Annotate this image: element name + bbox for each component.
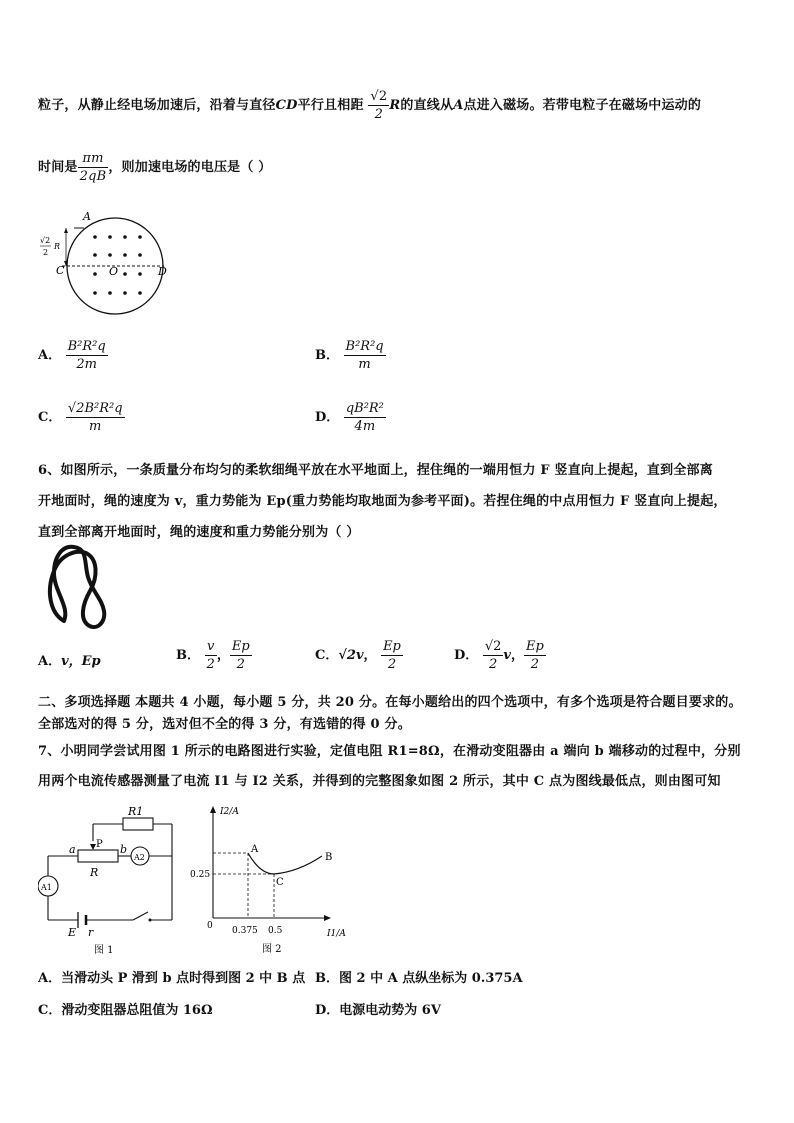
point-b-label: B (325, 852, 333, 863)
label-o: O (109, 265, 119, 278)
q7-option-d[interactable] (315, 999, 441, 1018)
y-tick-025: 0.25 (190, 870, 211, 880)
q6-option-b-den2: 2 (236, 657, 245, 672)
label-r: R (90, 866, 99, 879)
label-b-end: b (120, 843, 128, 856)
q5-option-d-den: 4m (354, 419, 376, 434)
label-c: C (56, 264, 65, 277)
q5-option-d-label: D． (315, 410, 340, 425)
q5-point-a: A (453, 98, 464, 113)
q6-option-a-text: v，Ep (61, 654, 101, 669)
q5-option-b-fraction (344, 338, 386, 373)
q6-option-d-var: v (503, 648, 511, 663)
figure-2-caption: 图 2 (262, 944, 282, 955)
label-e: E (68, 926, 77, 939)
rheostat-r (78, 850, 118, 862)
label-r1: R1 (128, 806, 144, 818)
q5-option-c-label: C． (38, 410, 62, 425)
q6-option-d-sep: ， (510, 648, 524, 663)
q6-option-d-num1: √2 (484, 639, 502, 654)
q5-dist-num: √2 (370, 89, 388, 104)
q7-option-c[interactable] (38, 999, 213, 1018)
q6-option-b-num2: Ep (231, 639, 250, 654)
dim-arrow-top (64, 228, 68, 233)
label-p: P (96, 839, 103, 850)
q6-option-b[interactable] (176, 638, 252, 673)
q6-option-d-den2: 2 (530, 657, 539, 672)
point-c-label: C (276, 877, 284, 888)
dim-num: √2 (40, 236, 51, 245)
resistor-r1 (123, 818, 153, 830)
circuit-figure-1 (38, 806, 183, 958)
y-axis-arrow (210, 806, 216, 813)
q5-dist-den: 2 (374, 107, 384, 122)
rope-path (50, 547, 104, 627)
q5-option-c-fraction (66, 400, 125, 435)
point-a-label: A (251, 844, 259, 855)
q7-option-b[interactable] (315, 967, 523, 986)
q6-option-b-label: B． (176, 648, 200, 663)
q7-option-b-label: B． (315, 971, 339, 986)
label-d: D (158, 265, 167, 278)
q5-time-text: 时间是 (38, 160, 78, 175)
q5-line2 (38, 150, 272, 185)
q5-dist-var: R (389, 98, 401, 113)
q6-option-c-den: 2 (387, 657, 397, 672)
section2-line1: 二、多项选择题 本题共 4 小题，每小题 5 分，共 20 分。在每小题给出的四个选项中，有多个选项是符合题目要求的。 (38, 695, 742, 710)
q5-option-b-label: B． (315, 348, 339, 363)
q5-option-b[interactable] (315, 338, 386, 373)
q5-option-a[interactable] (38, 338, 108, 373)
figure-1-caption: 图 1 (94, 945, 114, 956)
q7-option-a-label: A． (38, 971, 62, 986)
q5-option-a-fraction (66, 338, 108, 373)
q6-option-d[interactable] (454, 638, 546, 673)
q7-option-a[interactable] (38, 967, 305, 986)
q5-text3: 的直线从 (400, 98, 454, 113)
q6-option-c-text: √2v (338, 648, 364, 663)
q6-line2: 开地面时，绳的速度为 v，重力势能为 Ep(重力势能均取地面为参考平面)。若捏住绳的中点用恒力 F 竖直向上提起， (38, 494, 727, 509)
q5-time-fraction (78, 150, 109, 185)
q5-option-b-num: B²R²q (345, 339, 384, 354)
q5-text2: 平行且相距 (297, 98, 364, 113)
switch-contact (149, 919, 152, 922)
x-tick-05: 0.5 (268, 926, 283, 936)
q7-option-c-text: 滑动变阻器总阻值为 16Ω (61, 1003, 213, 1018)
dim-r: R (54, 242, 61, 251)
label-a1: A1 (41, 883, 52, 892)
q6-option-d-label: D． (454, 648, 479, 663)
label-a-end: a (69, 843, 76, 856)
q5-option-b-den: m (358, 357, 371, 372)
q6-option-d-den1: 2 (488, 657, 498, 672)
q7-option-c-label: C． (38, 1003, 62, 1018)
q5-option-a-num: B²R²q (67, 339, 106, 354)
q6-option-d-num2: Ep (525, 639, 544, 654)
q7-option-d-text: 电源电动势为 6V (339, 1003, 441, 1018)
x-axis-label: I1/A (327, 929, 346, 939)
q7-line1: 7、小明同学尝试用图 1 所示的电路图进行实验，定值电阻 R1=8Ω，在滑动变阻器由 a 端向 b 端移动的过程中，分别 (38, 744, 741, 759)
q5-line1 (38, 88, 701, 123)
section2-line2: 全部选对的得 5 分，选对但不全的得 3 分，有选错的得 0 分。 (38, 717, 411, 732)
q6-option-d-frac2 (524, 638, 546, 673)
y-axis-label: I2/A (220, 807, 239, 817)
x-tick-0375: 0.375 (232, 926, 258, 936)
q5-time-text2: ，则加速电场的电压是（ ） (108, 160, 272, 175)
label-a2: A2 (134, 853, 145, 862)
graph-figure-2 (190, 800, 350, 958)
q6-option-b-frac1 (205, 638, 217, 673)
q6-line1: 6、如图所示，一条质量分布均匀的柔软细绳平放在水平地面上，捏住绳的一端用恒力 F 竖直向上提起，直到全部离 (38, 463, 713, 478)
q5-text1: 粒子，从静止经电场加速后，沿着与直径 (38, 98, 276, 113)
q5-option-c-den: m (89, 419, 102, 434)
q5-option-d-fraction (344, 400, 386, 435)
q6-option-b-sep: ， (216, 648, 230, 663)
q5-option-a-label: A． (38, 348, 62, 363)
q6-option-a-label: A． (38, 654, 62, 669)
q6-option-b-num1: v (205, 638, 217, 656)
q5-text4: 点进入磁场。若带电粒子在磁场中运动的 (463, 98, 702, 113)
q6-option-c-num: Ep (383, 639, 401, 654)
q5-cd: CD (275, 98, 298, 113)
label-a: A (83, 210, 91, 223)
q6-line3: 直到全部离开地面时，绳的速度和重力势能分别为（ ） (38, 525, 360, 540)
label-internal-r: r (88, 926, 94, 939)
q5-option-d-num: qB²R² (345, 401, 384, 416)
q5-option-c-num: √2B²R²q (67, 401, 123, 416)
q5-magnetic-field-figure (38, 208, 178, 318)
dim-den: 2 (43, 248, 49, 257)
q6-option-b-frac2 (230, 638, 252, 673)
q5-distance-fraction (368, 88, 389, 123)
q7-option-a-text: 当滑动头 P 滑到 b 点时得到图 2 中 B 点 (61, 971, 306, 986)
q5-time-den: 2qB (79, 169, 107, 184)
q6-option-a[interactable] (38, 650, 101, 669)
q6-option-c-frac (381, 638, 403, 673)
x-axis-arrow (324, 915, 331, 921)
i2-i1-curve (248, 853, 322, 874)
q5-option-a-den: 2m (76, 357, 97, 372)
q5-time-num: πm (78, 150, 109, 168)
q6-option-c-label: C． (315, 648, 339, 663)
q6-option-b-den1: 2 (206, 657, 215, 672)
q7-line2: 用两个电流传感器测量了电流 I1 与 I2 关系，并得到的完整图象如图 2 所示，其中 C 点为图线最低点，则由图可知 (38, 774, 721, 789)
q7-option-b-text: 图 2 中 A 点纵坐标为 0.375A (339, 971, 523, 986)
q7-option-d-label: D． (315, 1003, 340, 1018)
origin-label: 0 (207, 921, 213, 931)
q6-option-c[interactable] (315, 638, 403, 673)
q5-option-c[interactable] (38, 400, 125, 435)
q5-option-d[interactable] (315, 400, 386, 435)
q6-option-d-frac1 (483, 638, 504, 673)
q6-option-c-sep: ， (363, 648, 377, 663)
rope-figure (40, 543, 120, 633)
